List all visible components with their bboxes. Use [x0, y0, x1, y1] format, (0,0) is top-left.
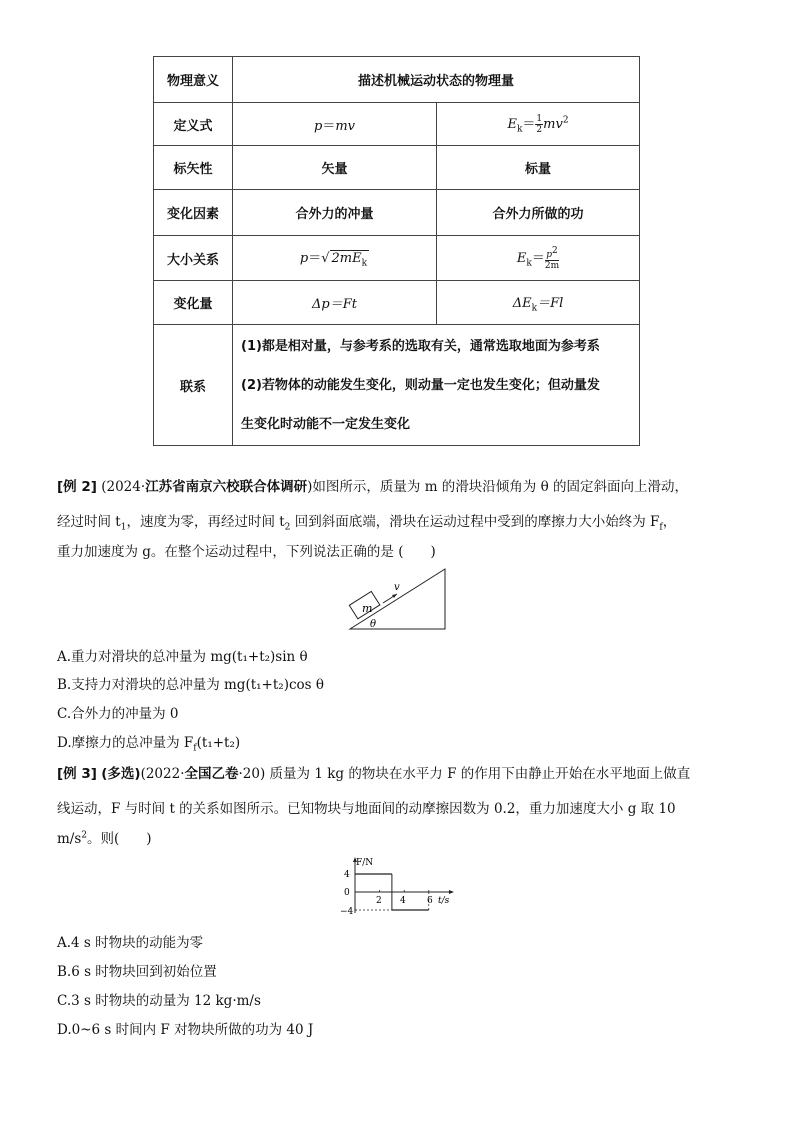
table-row [154, 57, 640, 103]
row-label: 联系 [154, 325, 233, 446]
x-tick-2: 2 [376, 896, 382, 906]
cell: $\Delta E_k=Fl$ [437, 281, 640, 325]
table-row [154, 103, 640, 146]
cell-energy-magnitude: $E_k=$ $\frac{p^2}{2m}$ [437, 236, 640, 281]
ex3-option-b[interactable]: B.6 s 时物块回到初始位置 [57, 964, 217, 980]
row-label: 大小关系 [154, 236, 233, 281]
ex2-option-a[interactable]: A.重力对滑块的总冲量为 mg(t₁+t₂)sin θ [57, 649, 308, 665]
row-label: 变化因素 [154, 190, 233, 236]
row-label: 标矢性 [154, 146, 233, 190]
cell: 合外力所做的功 [437, 190, 640, 236]
table-row [154, 281, 640, 325]
cell: 合外力的冲量 [233, 190, 437, 236]
label-m: m [362, 602, 373, 615]
table-row [154, 236, 640, 281]
y-axis-label: F/N [356, 858, 374, 868]
y-tick-neg4: −4 [340, 907, 354, 917]
ex3-option-c[interactable]: C.3 s 时物块的动量为 12 kg·m/s [57, 993, 261, 1009]
incline-figure [345, 565, 450, 635]
ex3-line2: 线运动，F 与时间 t 的关系如图所示。已知物块与地面间的动摩擦因数为 0.2，重力加速度大小 g 取 10 [57, 801, 676, 817]
label-v: v [394, 582, 400, 593]
ex3-tag: [例 3] [57, 766, 97, 782]
ex2-tag: [例 2] [57, 479, 97, 495]
x-tick-4: 4 [400, 896, 406, 906]
cell: 描述机械运动状态的物理量 [233, 57, 640, 103]
ex2-option-d[interactable]: D.摩擦力的总冲量为 $F_f(t_1+t_2)$ [57, 735, 241, 754]
ex2-line1: [例 2] (2024·江苏省南京六校联合体调研)如图所示，质量为 m 的滑块沿倾角为 θ 的固定斜面向上滑动， [57, 479, 689, 495]
cell: Δp＝Ft [233, 281, 437, 325]
cell-kinetic-energy-definition: $E_k=$ $\frac{1}{2}$ $mv^2$ [437, 103, 640, 146]
force-time-graph [330, 855, 460, 920]
cell-momentum-magnitude: p＝√ $2mE_k$ [233, 236, 437, 281]
ex2-option-b[interactable]: B.支持力对滑块的总冲量为 mg(t₁+t₂)cos θ [57, 677, 325, 693]
table-row [154, 146, 640, 190]
ex2-source: 江苏省南京六校联合体调研 [145, 479, 308, 495]
y-tick-4: 4 [344, 870, 350, 880]
ex3-line1: [例 3] (多选)(2022·全国乙卷·20) 质量为 1 kg 的物块在水平力 F 的作用下由静止开始在水平地面上做直 [57, 766, 691, 782]
comparison-table [153, 56, 640, 446]
cell-relation: (1)都是相对量，与参考系的选取有关，通常选取地面为参考系 (2)若物体的动能发生变化，则动量一定也发生变化；但动量发 生变化时动能不一定发生变化 [233, 325, 640, 446]
cell-momentum-definition: p＝mv [233, 103, 437, 146]
ex2-line2: 经过时间 $t_1$，速度为零，再经过时间 $t_2$ 回到斜面底端，滑块在运动过程中受到的摩擦力大小始终为 $F_f$， [57, 514, 677, 533]
label-theta: θ [370, 619, 377, 630]
row-label: 物理意义 [154, 57, 233, 103]
cell: 标量 [437, 146, 640, 190]
x-axis-label: t/s [438, 896, 450, 906]
ex3-option-a[interactable]: A.4 s 时物块的动能为零 [57, 935, 204, 951]
cell: 矢量 [233, 146, 437, 190]
row-label: 变化量 [154, 281, 233, 325]
table-row [154, 325, 640, 446]
ex3-option-d[interactable]: D.0~6 s 时间内 F 对物块所做的功为 40 J [57, 1022, 314, 1038]
y-tick-0: 0 [344, 888, 350, 898]
ex3-line3: $m/s^2$。则( ) [57, 830, 152, 847]
x-tick-6: 6 [427, 896, 433, 906]
ex2-option-c[interactable]: C.合外力的冲量为 0 [57, 706, 179, 722]
ex2-line3: 重力加速度为 g。在整个运动过程中，下列说法正确的是 ( ) [57, 544, 436, 560]
row-label: 定义式 [154, 103, 233, 146]
table-row [154, 190, 640, 236]
